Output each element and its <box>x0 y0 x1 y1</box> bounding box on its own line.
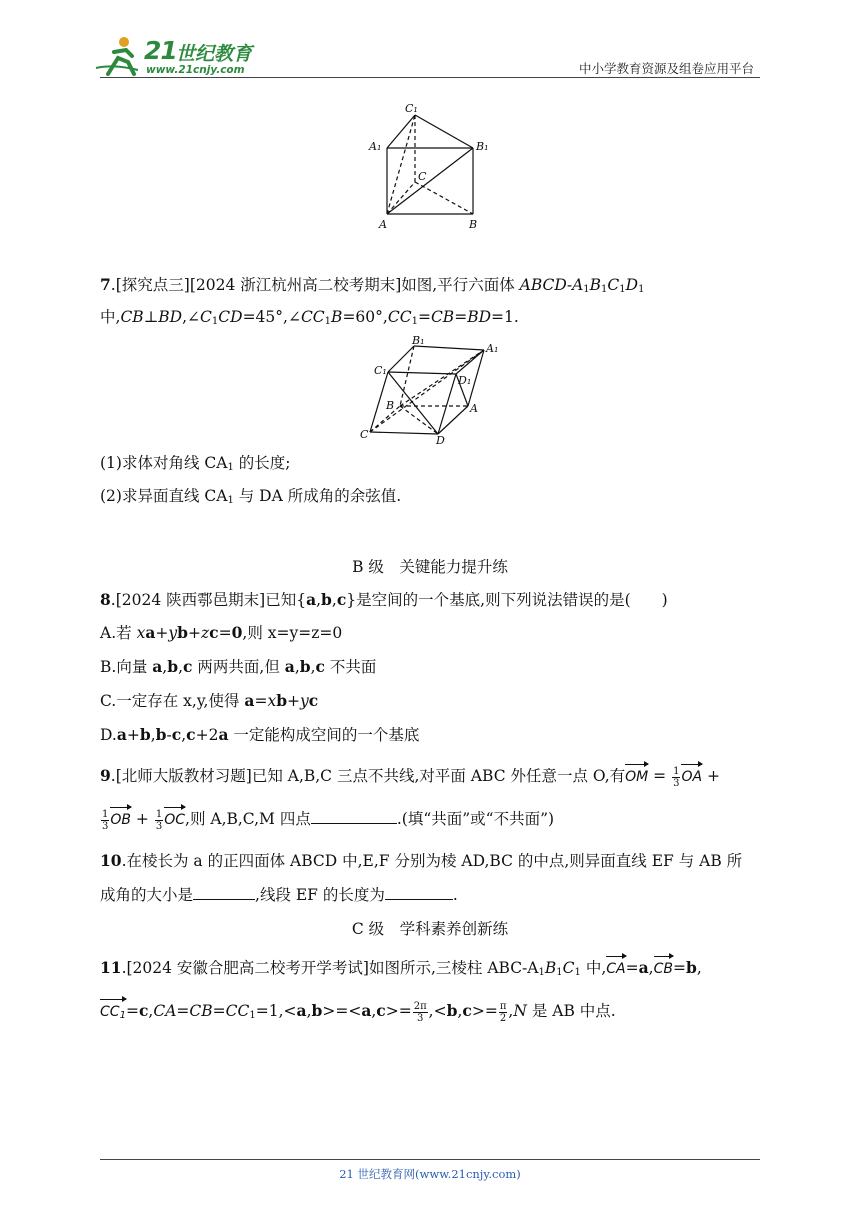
q8-opt-c-prefix: C.一定存在 x,y,使得 <box>100 692 245 710</box>
q8-option-b: B.向量 a,b,c 两两共面,但 a,b,c 不共面 <box>100 657 377 676</box>
label-c1: C₁ <box>374 364 387 377</box>
logo-number: 21 <box>144 36 177 65</box>
q10-number: 10 <box>100 851 122 870</box>
q10-line1-text: .在棱长为 a 的正四面体 ABCD 中,E,F 分别为棱 AD,BC 的中点,则异面直线 EF 与 AB 所 <box>121 852 743 870</box>
q8-opt-a-suffix: ,则 x=y=z=0 <box>242 624 343 642</box>
q8-opt-b-suffix: 不共面 <box>324 658 377 676</box>
q8-option-d: D.a+b,b-c,c+2a 一定能构成空间的一个基底 <box>100 725 420 744</box>
q9-hint: .(填“共面”或“不共面”) <box>396 810 555 828</box>
q11-stem: .[2024 安徽合肥高二校考开学考试]如图所示,三棱柱 ABC-A <box>121 959 539 977</box>
q8-stem-b: }是空间的一个基底,则下列说法错误的是( ) <box>346 591 668 609</box>
label-d1: D₁ <box>458 374 472 387</box>
parallelepiped-figure <box>358 334 508 446</box>
label-b: B <box>469 218 478 231</box>
q8-stem: 8.[2024 陕西鄠邑期末]已知{a,b,c}是空间的一个基底,则下列说法错误的是( ) <box>100 590 668 609</box>
footer-divider <box>100 1159 760 1160</box>
q11-line1: 11.[2024 安徽合肥高二校考开学考试]如图所示,三棱柱 ABC-$A_1B_1C_1$ 中,CA=a,CB=b, <box>100 958 702 978</box>
q11-frac1-num: 2π <box>413 1000 427 1012</box>
q8-opt-b-prefix: B.向量 <box>100 658 153 676</box>
q10-line2-a: 成角的大小是 <box>100 886 194 904</box>
label-c: C <box>360 428 369 441</box>
q7-sub2-text: (2)求异面直线 CA <box>100 487 228 505</box>
q10-line2-b: ,线段 EF 的长度为 <box>255 886 385 904</box>
q11-number: 11 <box>100 958 122 977</box>
q8-stem-a: .[2024 陕西鄠邑期末]已知{ <box>110 591 307 609</box>
logo-text: 世纪教育 <box>176 43 253 65</box>
q10-line2-c: . <box>452 886 458 904</box>
label-c: C <box>418 170 427 183</box>
q9-line2: $\frac{1}{3}$ OB + $\frac{1}{3}$ OC,则 A,B,C,M 四点 .(填“共面”或“不共面”) <box>102 808 555 832</box>
q7-number: 7 <box>100 275 111 294</box>
q11-frac2-num: π <box>499 1000 507 1012</box>
q7-sub2: (2)求异面直线 $CA_1$ 与 DA 所成角的余弦值. <box>100 487 402 506</box>
section-c-heading: C 级 学科素养创新练 <box>351 920 509 938</box>
header-divider <box>100 77 760 78</box>
runner-icon <box>94 34 142 78</box>
q8-option-c: C.一定存在 x,y,使得 a=xb+yc <box>100 691 319 710</box>
site-logo <box>94 34 264 78</box>
q7-sub1-text: (1)求体对角线 CA <box>100 454 228 472</box>
q9-tail: ,则 A,B,C,M 四点 <box>185 810 311 828</box>
q8-number: 8 <box>100 590 111 609</box>
label-a1: A₁ <box>369 140 382 153</box>
q11-frac-2 <box>499 1001 508 1024</box>
q11-frac-1 <box>413 1001 428 1024</box>
q9-line1: 9.[北师大版教材习题]已知 A,B,C 三点不共线,对平面 ABC 外任意一点 O,有OM = $\frac{1}{3}$ OA + <box>100 765 720 789</box>
label-a1: A₁ <box>486 342 499 355</box>
q7-line2: 中$,CB\perp BD,\angle C_1CD=45^\circ,\angle CC_1B=60^\circ,CC_1=CB=BD=1$. <box>100 308 519 327</box>
label-b1: B₁ <box>476 140 489 153</box>
label-c1: C₁ <box>405 102 418 115</box>
label-a: A <box>379 218 387 231</box>
q10-line2 <box>100 884 760 906</box>
q10-angle-blank[interactable] <box>193 884 255 900</box>
q7-tag: .[探究点三][2024 浙江杭州高二校考期末]如图,平行六面体 <box>110 276 520 294</box>
label-a: A <box>470 402 478 415</box>
q8-option-a: A.若 xa+yb+zc=0,则 x=y=z=0 <box>100 623 343 642</box>
q9-number: 9 <box>100 766 111 785</box>
footer-link[interactable]: 21 世纪教育网(www.21cnjy.com) <box>339 1167 521 1181</box>
section-b-heading: B 级 关键能力提升练 <box>352 558 508 576</box>
header-platform-text: 中小学教育资源及组卷应用平台 <box>578 61 754 76</box>
q8-opt-a-prefix: A.若 <box>100 624 137 642</box>
q11-line2: $CC_1=c,CA=CB=CC_1=1,<a,b>=<a,c>=$ $\frac{2\pi}{3}$ ,<b,c>= $\frac{\pi}{2}$ ,N 是 AB 中点. <box>100 1000 616 1024</box>
q10-length-blank[interactable] <box>385 884 453 900</box>
q8-opt-b-mid: 两两共面,但 <box>192 658 285 676</box>
logo-url: www.21cnjy.com <box>146 64 245 76</box>
q10-line1 <box>100 850 760 872</box>
q7-sub1-tail: 的长度; <box>233 454 291 472</box>
q7-line2-prefix: 中, <box>100 308 121 326</box>
prism-figure <box>365 100 495 235</box>
q8-opt-d-suffix: 一定能构成空间的一个基底 <box>228 726 420 744</box>
label-b1: B₁ <box>412 334 425 347</box>
q11-frac1-den: 3 <box>417 1012 424 1024</box>
q11-frac2-den: 2 <box>499 1012 507 1024</box>
q7-sub1: (1)求体对角线 $CA_1$ 的长度; <box>100 454 291 473</box>
q9-stem: .[北师大版教材习题]已知 A,B,C 三点不共线,对平面 ABC 外任意一点 O,有 <box>110 767 626 785</box>
label-b: B <box>386 399 395 412</box>
q7-sub2-mid: 与 DA 所成角的余弦值. <box>233 487 402 505</box>
q7-line1: 7.[探究点三][2024 浙江杭州高二校考期末]如图,平行六面体 ABCD-$A_1B_1C_1D_1$ <box>100 275 645 295</box>
label-d: D <box>436 434 445 446</box>
q9-answer-blank[interactable] <box>311 808 397 824</box>
q11-tail: 是 AB 中点. <box>531 1002 616 1020</box>
